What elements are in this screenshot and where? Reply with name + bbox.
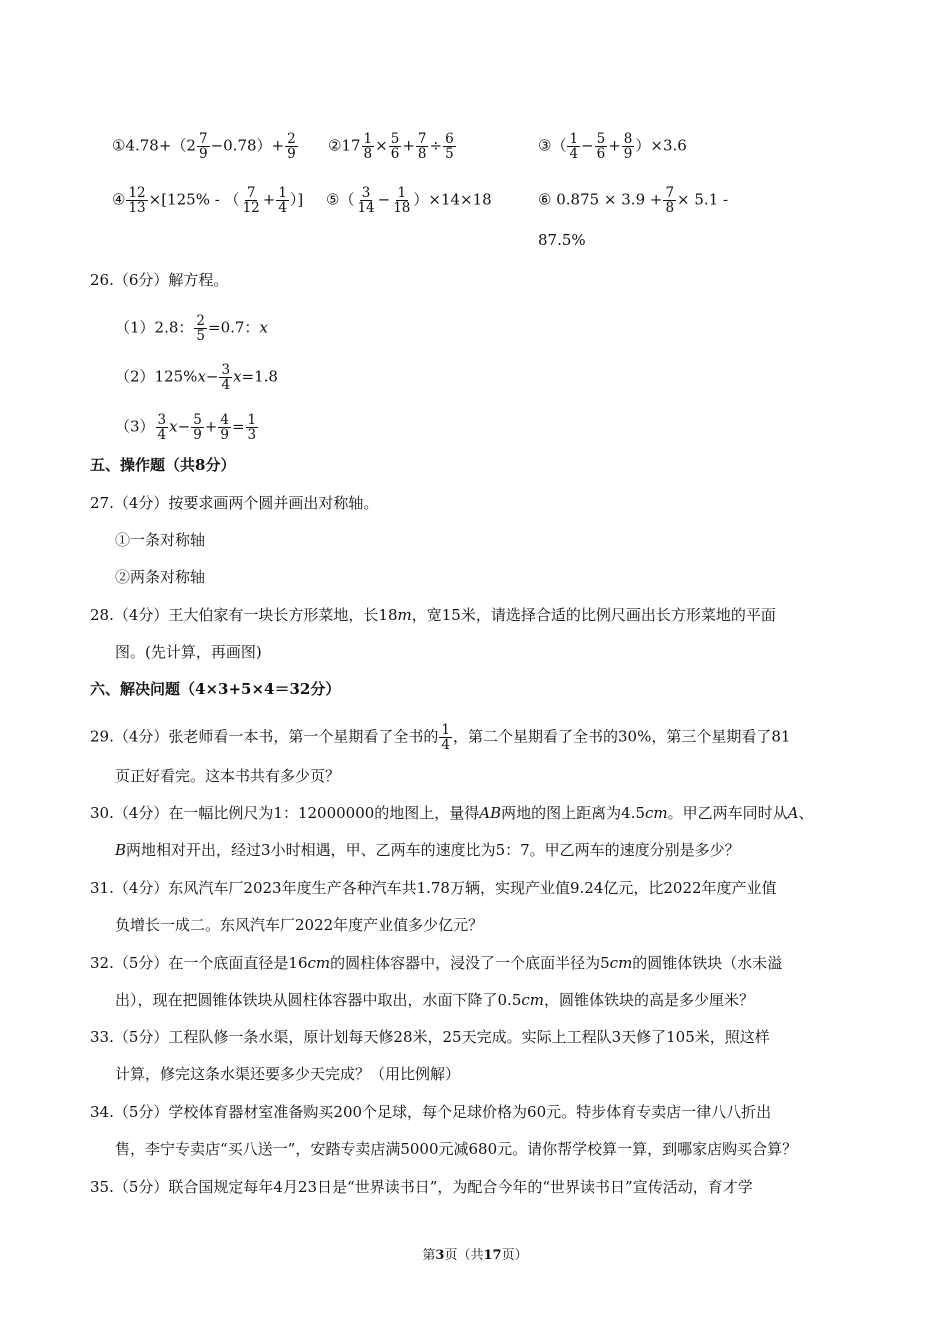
calc-item-5: ⑤（ $\frac{3}{14}$ − $\frac{1}{18}$ ）×14×18 bbox=[326, 185, 492, 217]
question-33-line-1: 33.（5分）工程队修一条水渠，原计划每天修28米，25天完成。实际上工程队3天修了105米，照这样 bbox=[90, 1028, 770, 1046]
question-26-title: 26.（6分）解方程。 bbox=[90, 271, 229, 289]
calc-item-4: ④ $\frac{12}{13}$ ×[125% - （ $\frac{7}{12}$ + $\frac{1}{4}$ ）] bbox=[112, 185, 304, 217]
fraction: $\frac{2}{5}$ bbox=[196, 313, 205, 345]
question-29-line-2: 页正好看完。这本书共有多少页？ bbox=[115, 767, 341, 785]
calc-item-2: ②17 $\frac{1}{8}$ × $\frac{5}{6}$ + $\frac{7}{8}$ ÷ $\frac{6}{5}$ bbox=[328, 131, 454, 163]
fraction: $\frac{12}{13}$ bbox=[128, 185, 146, 217]
fraction: $\frac{7}{8}$ bbox=[417, 131, 427, 163]
fraction: $\frac{6}{5}$ bbox=[445, 131, 454, 163]
question-32-line-2: 出），现在把圆锥体铁块从圆柱体容器中取出，水面下降了0.5cm，圆锥体铁块的高是多少厘米？ bbox=[115, 991, 754, 1009]
fraction: $\frac{7}{12}$ bbox=[242, 185, 260, 217]
fraction: $\frac{2}{9}$ bbox=[287, 131, 296, 163]
question-31-line-1: 31.（4分）东风汽车厂2023年度生产各种汽车共1.78万辆，实现产业值9.24亿元，比2022年度产业值 bbox=[90, 879, 777, 897]
fraction: $\frac{8}{9}$ bbox=[623, 131, 633, 163]
question-27-title: 27.（4分）按要求画两个圆并画出对称轴。 bbox=[90, 494, 379, 512]
question-28-line-1: 28.（4分）王大伯家有一块长方形菜地，长18m，宽15米，请选择合适的比例尺画出长方形菜地的平面 bbox=[90, 606, 776, 624]
fraction: $\frac{3}{4}$ bbox=[221, 362, 231, 394]
fraction: $\frac{5}{6}$ bbox=[390, 131, 400, 163]
fraction: $\frac{1}{18}$ bbox=[393, 185, 411, 217]
question-27-option-1: ①一条对称轴 bbox=[115, 531, 206, 549]
calc-item-6: ⑥ 0.875 × 3.9 + $\frac{7}{8}$ × 5.1 - bbox=[538, 185, 729, 217]
fraction: $\frac{7}{9}$ bbox=[198, 131, 208, 163]
question-35-line-1: 35.（5分）联合国规定每年4月23日是“世界读书日”，为配合今年的“世界读书日”宣传活动，育才学 bbox=[90, 1178, 753, 1196]
calc-item-6-continuation: 87.5% bbox=[538, 231, 586, 249]
page-footer: 第3页（共17页） bbox=[422, 1248, 528, 1263]
fraction: $\frac{1}{4}$ bbox=[569, 131, 579, 163]
section-5-heading: 五、操作题（共8分） bbox=[90, 456, 236, 474]
calc-item-3: ③（ $\frac{1}{4}$ − $\frac{5}{6}$ + $\frac{8}{9}$ ）×3.6 bbox=[538, 131, 687, 163]
fraction: $\frac{1}{4}$ bbox=[441, 722, 450, 754]
equation-2: （2）125%x− $\frac{3}{4}$ x=1.8 bbox=[115, 362, 278, 394]
fraction: $\frac{5}{6}$ bbox=[596, 131, 606, 163]
question-31-line-2: 负增长一成二。东风汽车厂2022年度产业值多少亿元？ bbox=[115, 916, 484, 934]
question-33-line-2: 计算，修完这条水渠还要多少天完成？（用比例解） bbox=[115, 1065, 461, 1083]
question-27-option-2: ②两条对称轴 bbox=[115, 568, 206, 586]
question-30-line-1: 30.（4分）在一幅比例尺为1：12000000的地图上，量得AB两地的图上距离为4.5cm。甲乙两车同时从A、 bbox=[90, 804, 814, 822]
calc-item-1: ①4.78+（2 $\frac{7}{9}$ −0.78）+ $\frac{2}{9}$ bbox=[112, 131, 296, 163]
fraction: $\frac{1}{3}$ bbox=[247, 412, 257, 444]
fraction: $\frac{1}{8}$ bbox=[363, 131, 373, 163]
fraction: $\frac{7}{8}$ bbox=[665, 185, 675, 217]
fraction: $\frac{4}{9}$ bbox=[220, 412, 229, 444]
fraction: $\frac{1}{4}$ bbox=[278, 185, 287, 217]
question-28-line-2: 图。(先计算，再画图) bbox=[115, 643, 262, 661]
equation-1: （1）2.8： $\frac{2}{5}$ =0.7：x bbox=[115, 313, 268, 345]
equation-3: （3） $\frac{3}{4}$ x− $\frac{5}{9}$ + $\frac{4}{9}$ = $\frac{1}{3}$ bbox=[115, 412, 257, 444]
question-30-line-2: B两地相对开出，经过3小时相遇，甲、乙两车的速度比为5：7。甲乙两车的速度分别是多少？ bbox=[115, 841, 740, 859]
question-32-line-1: 32.（5分）在一个底面直径是16cm的圆柱体容器中，浸没了一个底面半径为5cm的圆锥体铁块（水未溢 bbox=[90, 954, 783, 972]
section-6-heading: 六、解决问题（4×3+5×4＝32分） bbox=[90, 680, 341, 698]
question-34-line-1: 34.（5分）学校体育器材室准备购买200个足球，每个足球价格为60元。特步体育专卖店一律八八折出 bbox=[90, 1103, 772, 1121]
question-29-line-1: 29.（4分）张老师看一本书，第一个星期看了全书的 $\frac{1}{4}$ ，第二个星期看了全书的30%，第三个星期看了81 bbox=[90, 722, 791, 754]
fraction: $\frac{3}{14}$ bbox=[357, 185, 375, 217]
question-34-line-2: 售，李宁专卖店“买八送一”，安踏专卖店满5000元减680元。请你帮学校算一算，到哪家店购买合算？ bbox=[115, 1140, 798, 1158]
fraction: $\frac{3}{4}$ bbox=[157, 412, 167, 444]
fraction: $\frac{5}{9}$ bbox=[193, 412, 202, 444]
